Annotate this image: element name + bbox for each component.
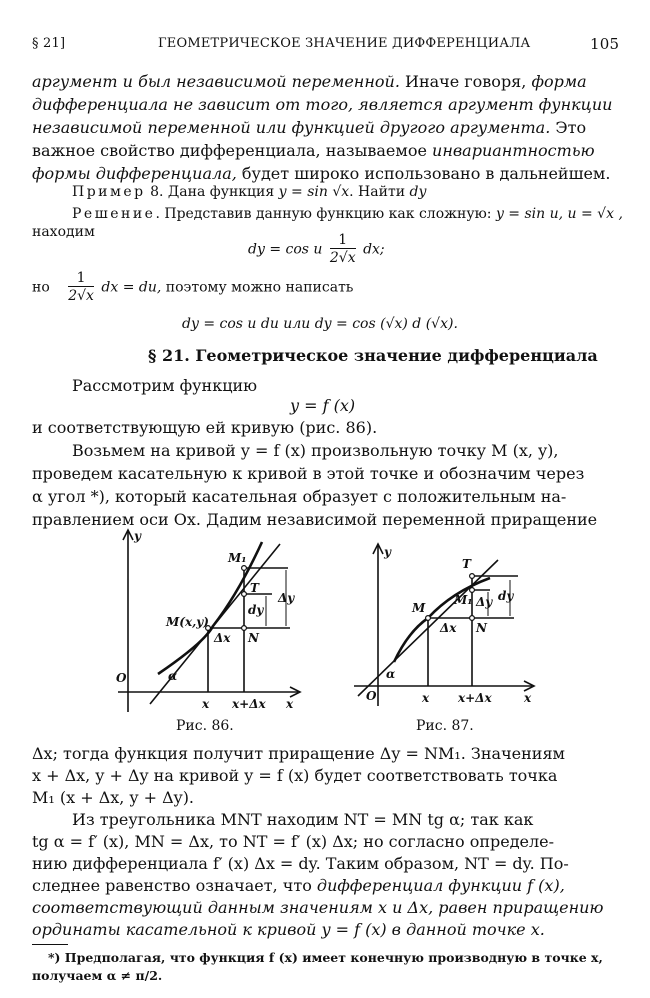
example-line — [72, 184, 426, 200]
after-l7 — [32, 876, 565, 895]
section-func: y = f (x) — [290, 396, 356, 415]
header-title: ГЕОМЕТРИЧЕСКОЕ ЗНАЧЕНИЕ ДИФФЕРЕНЦИАЛА — [158, 36, 531, 51]
fig86-label-N: N — [248, 631, 259, 645]
solution-text: . Представив данную функцию как сложную: — [155, 206, 496, 222]
fig87-point-M1 — [470, 588, 475, 593]
eq2-no: но — [32, 279, 50, 296]
fig86-point-M1 — [242, 566, 247, 571]
intro-l4a: важное свойство дифференциала, называемое — [32, 141, 433, 160]
section-title: § 21. Геометрическое значение дифференциала — [148, 346, 598, 365]
intro-l5b: будет широко использовано в дальнейшем. — [236, 164, 611, 183]
naxodim: находим — [32, 224, 95, 240]
section-p3-l2: проведем касательную к кривой в этой точке и обозначим через — [32, 464, 585, 483]
after-l1: Δx; тогда функция получит приращение Δy = NM₁. Значениям — [32, 744, 565, 763]
eq1-left: dy = cos u — [248, 241, 323, 258]
example-label: Пример — [72, 184, 146, 200]
fig87-label-dy-delta: Δy — [476, 595, 493, 609]
after-l6: нию дифференциала f′ (x) Δx = dy. Таким образом, NT = dy. По- — [32, 854, 569, 873]
fig87-label-T: T — [462, 557, 471, 571]
fig87-label-N: N — [476, 621, 487, 635]
after-l9: ординаты касательной к кривой y = f (x) в данной точке x. — [32, 920, 545, 939]
fig86-label-M: M(x,y) — [166, 615, 209, 629]
solution-formula: y = sin u, u = √x , — [495, 206, 623, 222]
fig86-point-N — [242, 626, 247, 631]
after-l2: x + Δx, y + Δy на кривой y = f (x) будет соответствовать точка — [32, 766, 558, 785]
section-p2: и соответствующую ей кривую (рис. 86). — [32, 418, 378, 437]
fig87-label-x: x — [422, 691, 430, 705]
intro-l3a: независимой переменной или функцией другого аргумента. — [32, 118, 551, 137]
fig86-label-dx: Δx — [214, 631, 231, 645]
fig86-caption: Рис. 86. — [176, 718, 234, 734]
after-l7a: следнее равенство означает, что — [32, 876, 317, 895]
section-p3-l4: правлением оси Ox. Дадим независимой переменной приращение — [32, 510, 598, 529]
page-number: 105 — [590, 35, 620, 53]
fig86-label-x-axis: x — [286, 697, 294, 711]
eq1-den: 2√x — [329, 250, 356, 266]
eq2-num: 1 — [68, 270, 94, 287]
intro-l1a: аргумент и был независимой переменной. — [32, 72, 400, 91]
example-func: y = sin √x — [278, 184, 350, 200]
eq1-num: 1 — [330, 232, 356, 249]
intro-l3b: Это — [550, 118, 587, 137]
fig86-label-M1: M₁ — [228, 551, 247, 565]
intro-l1c: форма — [531, 72, 587, 91]
equation-3: dy = cos u du или dy = cos (√x) d (√x). — [182, 316, 458, 332]
section-p3-l3: α угол *), который касательная образует с положительным на- — [32, 487, 567, 506]
fig86-label-alpha: α — [168, 669, 178, 683]
intro-line-5 — [32, 164, 610, 183]
fig87-label-dx: Δx — [440, 621, 457, 635]
eq1-right: dx; — [363, 241, 385, 258]
intro-line-3 — [32, 118, 586, 137]
eq1-fraction — [330, 232, 356, 267]
fig86-point-T — [242, 592, 247, 597]
intro-l4b: инвариантностью — [432, 141, 595, 160]
footnote-l2: получаем α ≠ π/2. — [32, 968, 163, 983]
figure-87 — [348, 540, 540, 712]
section-p3-l1: Возьмем на кривой y = f (x) произвольную точку M (x, y), — [72, 441, 559, 460]
footnote-rule — [32, 944, 68, 945]
eq2-fraction — [68, 270, 94, 305]
intro-line-4 — [32, 141, 595, 160]
fig86-label-y: y — [134, 529, 141, 543]
fig87-label-M: M — [412, 601, 426, 615]
eq2-right: dx = du, — [101, 279, 162, 296]
intro-l5a: формы дифференциала, — [32, 164, 237, 183]
intro-line-1 — [32, 72, 587, 91]
fig87-label-dy: dy — [498, 589, 514, 603]
header-section: § 21] — [32, 36, 66, 51]
equation-2 — [32, 270, 353, 305]
fig87-point-T — [470, 574, 475, 579]
fig87-label-y: y — [384, 545, 391, 559]
after-l5: tg α = f′ (x), MN = Δx, то NT = f′ (x) Δx; но согласно определе- — [32, 832, 555, 851]
after-l4: Из треугольника MNT находим NT = MN tg α; так как — [72, 810, 534, 829]
example-text: 8. Дана функция — [145, 184, 279, 200]
solution-line — [72, 206, 623, 222]
fig86-label-T: T — [250, 581, 259, 595]
fig87-label-x-axis: x — [524, 691, 532, 705]
eq2-den: 2√x — [68, 288, 94, 304]
fig86-label-dy-delta: Δy — [278, 591, 295, 605]
section-p1: Рассмотрим функцию — [72, 376, 258, 395]
footnote-l1: *) Предполагая, что функция f (x) имеет конечную производную в точке x, — [48, 950, 603, 965]
fig87-point-N — [470, 616, 475, 621]
after-l3: M₁ (x + Δx, y + Δy). — [32, 788, 195, 807]
fig86-label-x: x — [202, 697, 210, 711]
figure-86 — [110, 524, 310, 720]
fig86-label-O: O — [116, 671, 127, 685]
fig87-label-xdx: x+Δx — [458, 691, 492, 705]
intro-line-2: дифференциала не зависит от того, является аргумент функции — [32, 95, 613, 114]
after-l8: соответствующий данным значениям x и Δx, равен приращению — [32, 898, 604, 917]
solution-label: Решение — [72, 206, 156, 222]
fig87-label-O: O — [366, 689, 377, 703]
equation-1 — [248, 232, 385, 267]
fig87-label-M1: M₁ — [454, 593, 473, 607]
eq2-text: поэтому можно написать — [161, 279, 354, 296]
example-find: . Найти — [349, 184, 410, 200]
intro-l1b: Иначе говоря, — [399, 72, 532, 91]
after-l7b: дифференциал функции f (x), — [316, 876, 565, 895]
fig87-caption: Рис. 87. — [416, 718, 474, 734]
fig86-label-xdx: x+Δx — [232, 697, 266, 711]
fig87-label-alpha: α — [386, 667, 396, 681]
fig86-label-dy: dy — [248, 603, 264, 617]
example-find-var: dy — [409, 184, 427, 200]
fig87-point-M — [426, 616, 431, 621]
